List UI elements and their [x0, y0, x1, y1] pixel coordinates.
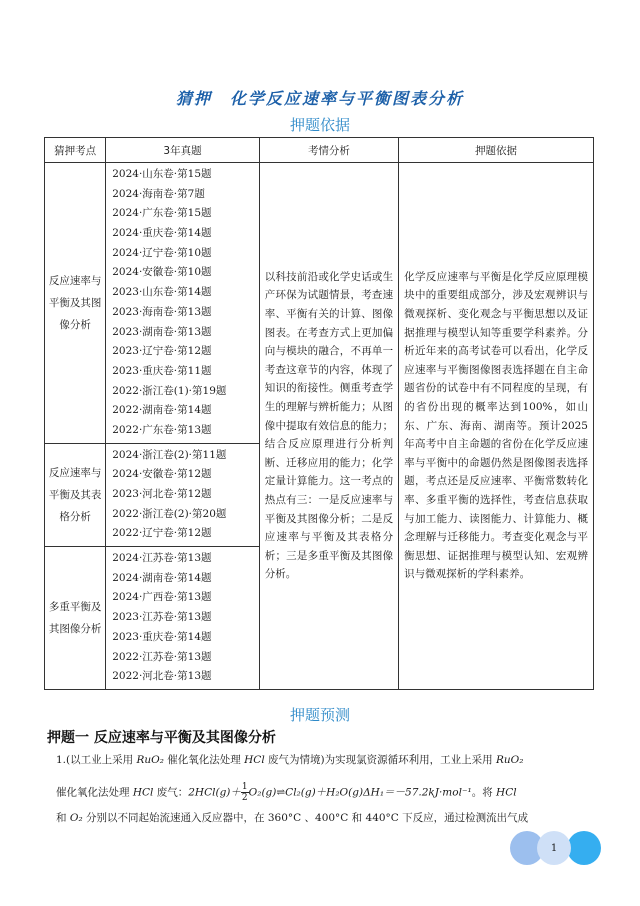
- q-text: 和: [56, 812, 70, 824]
- q-text: 催化氧化法处理: [56, 786, 133, 799]
- q-math: HCl: [132, 786, 154, 799]
- page-number: 1: [550, 842, 558, 854]
- table-row: [45, 163, 594, 444]
- exam-item: 2022·江苏卷·第13题: [112, 650, 212, 663]
- exam-list: [106, 444, 259, 546]
- fraction-numerator: 1: [241, 782, 248, 792]
- basis-heading: 押题依据: [289, 116, 350, 134]
- exam-item: 2022·河北卷·第13题: [112, 670, 212, 683]
- exam-item: 2023·江苏卷·第13题: [112, 611, 212, 624]
- exam-list: [106, 163, 259, 443]
- exam-item: 2024·江苏卷·第13题: [112, 552, 212, 565]
- equation-part: O₂(g)⇌Cl₂(g)＋H₂O(g)ΔH₁＝－57.2kJ·mol⁻¹: [248, 786, 472, 799]
- exam-list-cell: [106, 443, 260, 546]
- q-text: 废气：: [153, 786, 189, 799]
- q-math: O₂: [69, 812, 83, 824]
- exam-item: 2022·湖南卷·第14题: [112, 404, 212, 417]
- exam-item: 2023·湖南卷·第13题: [112, 325, 212, 338]
- prediction-heading: 押题预测: [289, 706, 350, 724]
- header-topic: 猜押考点: [45, 138, 106, 163]
- fraction: [241, 782, 249, 803]
- exam-item: 2024·湖南卷·第14题: [112, 571, 212, 584]
- topic-cell: 反应速率与平衡及其图像分析: [45, 163, 106, 444]
- exam-item: 2023·重庆卷·第14题: [112, 630, 212, 643]
- table-header-row: [45, 138, 594, 163]
- exam-item: 2024·浙江卷(2)·第11题: [112, 448, 227, 461]
- sub-heading: 押题一 反应速率与平衡及其图像分析: [47, 730, 276, 746]
- topic-cell: 反应速率与平衡及其表格分析: [45, 443, 106, 546]
- exam-item: 2022·浙江卷(2)·第20题: [112, 507, 227, 520]
- exam-item: 2022·浙江卷(1)·第19题: [112, 384, 227, 397]
- basis-cell: [399, 163, 594, 690]
- q-text: 催化氧化法处理: [163, 754, 245, 766]
- fraction-denominator: 2: [241, 793, 248, 803]
- question-line-3: [56, 811, 596, 826]
- q-math: HCl: [496, 786, 517, 799]
- exam-list-cell: [106, 163, 260, 444]
- exam-item: 2024·海南卷·第7题: [112, 187, 205, 200]
- page-title: 猜押 化学反应速率与平衡图表分析: [175, 89, 464, 108]
- q-text: 1.(以工业上采用: [56, 754, 137, 766]
- exam-item: 2023·山东卷·第14题: [112, 286, 212, 299]
- exam-item: 2024·广西卷·第13题: [112, 591, 212, 604]
- exam-item: 2024·辽宁卷·第10题: [112, 246, 212, 259]
- q-text: 分别以不同起始流速通入反应器中，在 360°C 、400°C 和 440°C 下反应，通过检测流出气成: [82, 812, 529, 824]
- q-text: 废气为情境)为实现氯资源循环利用，工业上采用: [264, 754, 496, 766]
- exam-item: 2023·海南卷·第13题: [112, 305, 212, 318]
- header-basis: 押题依据: [399, 138, 594, 163]
- exam-item: 2023·辽宁卷·第12题: [112, 345, 212, 358]
- analysis-text: 以科技前沿或化学史话或生产环保为试题情景，考查速率、平衡有关的计算、图像图表。在考查方式上更加偏向与模块的融合，不再单一考查这章节的内容，体现了知识的衔接性。侧重考查学生的理解与辨析能力；从图像中提取有效信息的能力；结合反应原理进行分析判断、迁移应用的能力；化学定量计算能力。这一考点的热点有三：一是反应速率与平衡及其图像分析；二是反应速率与平衡及其表格分析；三是多重平衡及其图像分析。: [264, 270, 394, 581]
- page-number-badge: [537, 831, 571, 865]
- analysis-cell: [259, 163, 398, 690]
- exam-list: [106, 547, 259, 689]
- equation-part: 2HCl(g)＋: [188, 786, 241, 799]
- q-math: RuO₂: [495, 754, 524, 766]
- q-math: HCl: [244, 754, 265, 766]
- q-text: 。将: [471, 786, 497, 799]
- exam-table: [44, 137, 594, 690]
- header-analysis: 考情分析: [259, 138, 398, 163]
- topic-cell: 多重平衡及其图像分析: [45, 547, 106, 690]
- decorative-dot-right: [567, 831, 601, 865]
- exam-item: 2023·重庆卷·第11题: [112, 364, 212, 377]
- exam-item: 2022·广东卷·第13题: [112, 423, 212, 436]
- header-exams: 3年真题: [106, 138, 260, 163]
- question-line-1: [56, 753, 596, 768]
- exam-item: 2024·广东卷·第15题: [112, 207, 212, 220]
- exam-item: 2024·山东卷·第15题: [112, 168, 212, 180]
- basis-text: 化学反应速率与平衡是化学反应原理模块中的重要组成部分，涉及宏观辨识与微观探析、变化观念与平衡思想以及证据推理与模型认知等重要学科素养。分析近年来的高考试卷可以看出，化学反应速率与平衡图像图表选择题在自主命题省份的试卷中有不同程度的呈现，有的省份出现的概率达到100%，如山东、广东、海南、湖南等。预计2025年高考中自主命题的省份在化学反应速率与平衡中的命题仍然是图像图表选择题，考点还是反应速率、平衡常数转化率、多重平衡的选择性，考查信息获取与加工能力、读图能力、计算能力、概念理解与迁移能力。考查变化观念与平衡思想、证据推理与模型认知、宏观辨识与微观探析的学科素养。: [404, 270, 588, 581]
- question-line-2: [56, 782, 596, 803]
- exam-item: 2024·重庆卷·第14题: [112, 227, 212, 240]
- exam-item: 2022·辽宁卷·第12题: [112, 527, 212, 540]
- exam-item: 2024·安徽卷·第12题: [112, 468, 212, 481]
- exam-item: 2023·河北卷·第12题: [112, 488, 212, 500]
- exam-item: 2024·安徽卷·第10题: [112, 266, 212, 279]
- exam-list-cell: [106, 547, 260, 690]
- q-math: RuO₂: [136, 754, 164, 766]
